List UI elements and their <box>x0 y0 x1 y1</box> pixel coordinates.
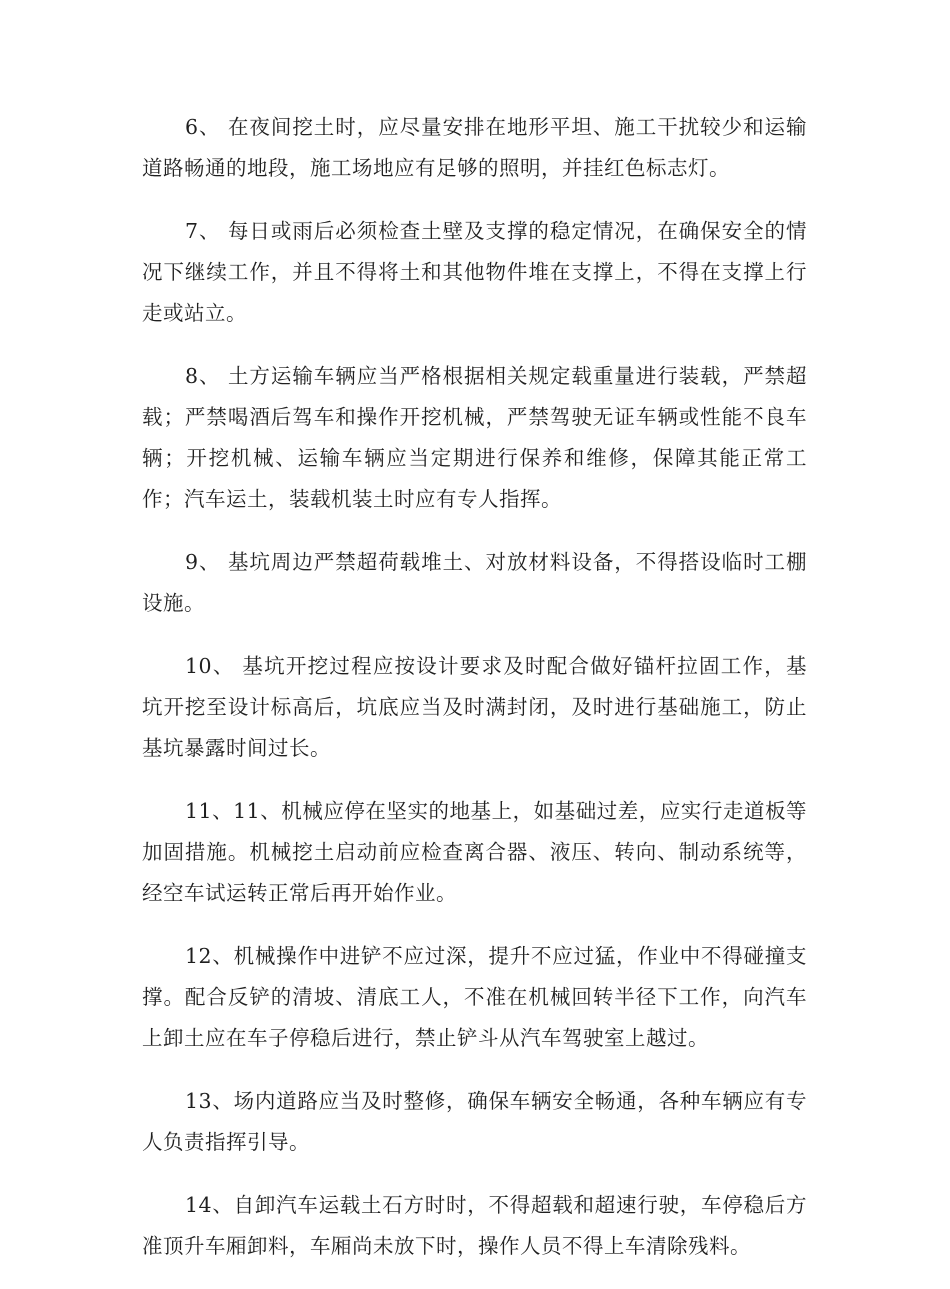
paragraph-8: 8、 土方运输车辆应当严格根据相关规定载重量进行装载，严禁超载；严禁喝酒后驾车和操作开挖机械，严禁驾驶无证车辆或性能不良车辆；开挖机械、运输车辆应当定期进行保养和维修，保障其能正常工作；汽车运土，装载机装土时应有专人指挥。 <box>142 364 807 511</box>
paragraph-13: 13、场内道路应当及时整修，确保车辆安全畅通，各种车辆应有专人负责指挥引导。 <box>142 1089 807 1154</box>
paragraph-10: 10、 基坑开挖过程应按设计要求及时配合做好锚杆拉固工作，基坑开挖至设计标高后，坑底应当及时满封闭，及时进行基础施工，防止基坑暴露时间过长。 <box>142 654 807 760</box>
paragraph-11: 11、11、机械应停在坚实的地基上，如基础过差，应实行走道板等加固措施。机械挖土启动前应检查离合器、液压、转向、制动系统等，经空车试运转正常后再开始作业。 <box>142 799 807 905</box>
paragraph-12: 12、机械操作中进铲不应过深，提升不应过猛，作业中不得碰撞支撑。配合反铲的清坡、清底工人，不准在机械回转半径下工作，向汽车上卸土应在车子停稳后进行，禁止铲斗从汽车驾驶室上越过。 <box>142 944 807 1050</box>
paragraph-7: 7、 每日或雨后必须检查土壁及支撑的稳定情况，在确保安全的情况下继续工作，并且不得将土和其他物件堆在支撑上，不得在支撑上行走或站立。 <box>142 219 807 325</box>
paragraph-9: 9、 基坑周边严禁超荷载堆土、对放材料设备，不得搭设临时工棚设施。 <box>142 550 807 615</box>
paragraph-6: 6、 在夜间挖土时，应尽量安排在地形平坦、施工干扰较少和运输道路畅通的地段，施工场地应有足够的照明，并挂红色标志灯。 <box>142 115 807 180</box>
paragraph-14: 14、自卸汽车运载土石方时时，不得超载和超速行驶，车停稳后方准顶升车厢卸料，车厢尚未放下时，操作人员不得上车清除残料。 <box>142 1193 807 1258</box>
document-body <box>142 107 807 1289</box>
